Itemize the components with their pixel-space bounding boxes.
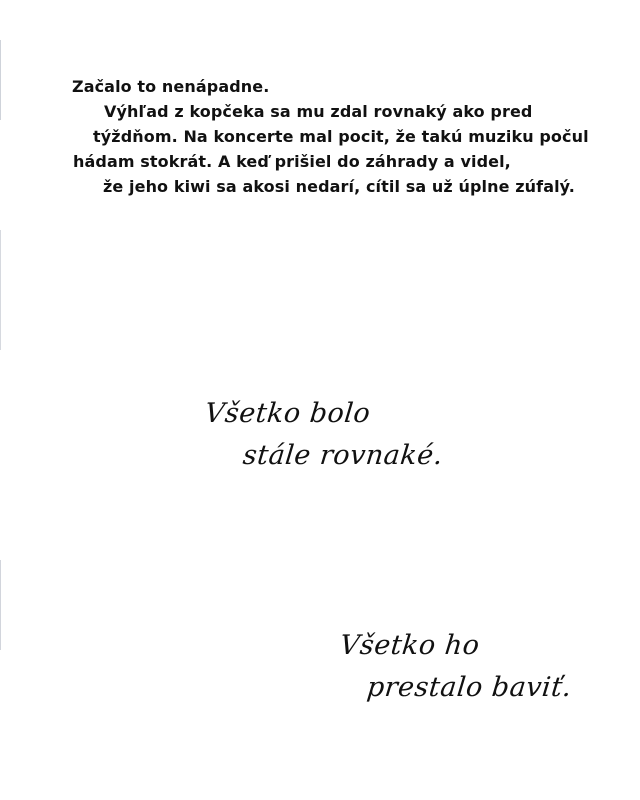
- handwritten-line: stále rovnaké.: [241, 440, 445, 471]
- handwritten-line: prestalo baviť.: [365, 672, 574, 703]
- page-edge: [0, 0, 2, 800]
- narrative-line: týždňom. Na koncerte mal pocit, že takú muziku počul: [93, 127, 589, 146]
- narrative-line: Začalo to nenápadne.: [72, 77, 270, 96]
- handwritten-line: Všetko bolo: [203, 398, 372, 429]
- narrative-line: Výhľad z kopčeka sa mu zdal rovnaký ako pred: [104, 102, 533, 121]
- narrative-line: že jeho kiwi sa akosi nedarí, cítil sa už úplne zúfalý.: [103, 177, 575, 196]
- handwritten-line: Všetko ho: [338, 630, 482, 661]
- narrative-line: hádam stokrát. A keď prišiel do záhrady a videl,: [73, 152, 511, 171]
